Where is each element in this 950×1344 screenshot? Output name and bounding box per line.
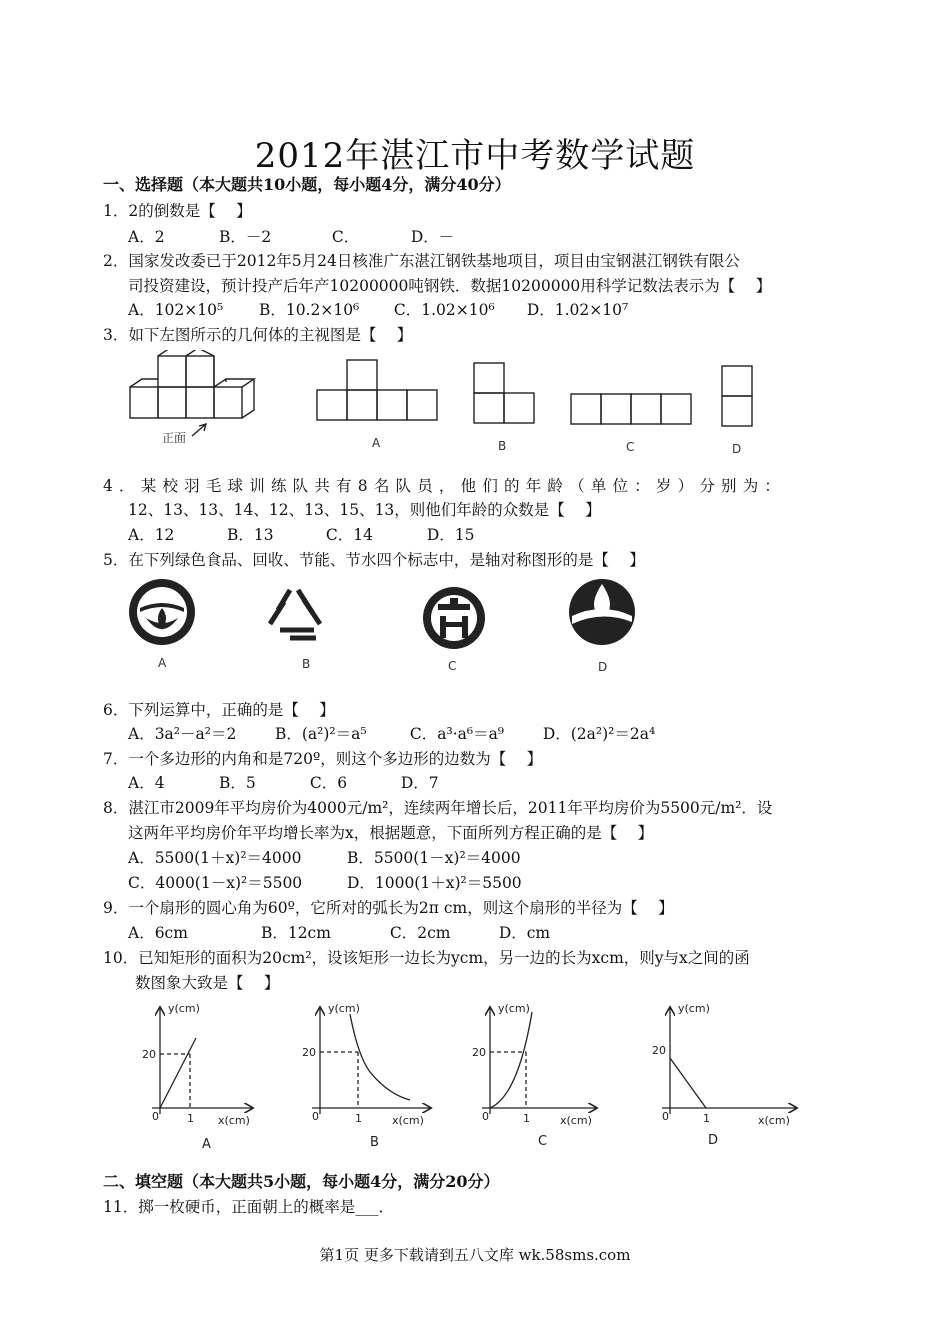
section-heading-2: 二、填空题（本大题共5小题，每小题4分，满分20分） [103, 1172, 500, 1191]
graph-b-origin: 0 [312, 1110, 319, 1123]
question-4-line1: 4．某校羽毛球训练队共有8名队员，他们的年龄（单位：岁）分别为： [103, 477, 787, 495]
green-food-logo-icon [129, 579, 195, 645]
option: C．1.02×10⁶ [393, 301, 495, 319]
question-6: 6．下列运算中，正确的是【 】 [103, 701, 335, 719]
question-2-options [128, 298, 628, 322]
question-1: 1．2的倒数是【 】 [103, 202, 252, 220]
graph-label-b: B [370, 1135, 379, 1150]
option: C．14 [325, 526, 373, 544]
graph-b-y-tick: 20 [302, 1046, 316, 1059]
option: C． [331, 228, 360, 246]
question-6-options [128, 722, 655, 746]
option: D．cm [498, 924, 551, 942]
graph-d-y-axis-label: y(cm) [678, 1002, 710, 1015]
section-heading-1: 一、选择题（本大题共10小题，每小题4分，满分40分） [103, 175, 511, 194]
label-d: D [732, 442, 742, 456]
option: D．1000(1＋x)²＝5500 [346, 874, 522, 892]
energy-saving-logo-icon [423, 587, 485, 649]
option: A．4 [128, 774, 165, 792]
question-10-line2: 数图象大致是【 】 [135, 974, 280, 992]
logo-label-a: A [158, 656, 167, 670]
question-4-options [128, 523, 474, 547]
graph-c-origin: 0 [482, 1110, 489, 1123]
question-10-line1: 10．已知矩形的面积为20cm²，设该矩形一边长为ycm，另一边的长为xcm，则y与x之间的函 [103, 949, 750, 967]
graph-label-a: A [202, 1137, 211, 1152]
option: D．7 [400, 774, 439, 792]
logos-figure [120, 572, 660, 680]
graph-c-x-axis-label: x(cm) [560, 1114, 592, 1127]
option: B．(a²)²＝a⁵ [274, 725, 367, 743]
graph-label-c: C [538, 1134, 548, 1149]
graph-c-y-axis-label: y(cm) [498, 1002, 530, 1015]
option: D．15 [426, 526, 475, 544]
graph-a-origin: 0 [152, 1110, 159, 1123]
front-label: 正面 [162, 431, 187, 445]
graph-b-x-axis-label: x(cm) [392, 1114, 424, 1127]
question-4-line2: 12、13、13、14、12、13、15、13，则他们年龄的众数是【 】 [128, 501, 601, 519]
option: C．6 [309, 774, 348, 792]
page-title: 2012年湛江市中考数学试题 [254, 136, 696, 176]
graph-d-y-tick: 20 [652, 1044, 666, 1057]
graph-a-x-tick: 1 [187, 1112, 194, 1125]
option: A．12 [128, 526, 175, 544]
option: B．5500(1－x)²＝4000 [346, 849, 521, 867]
logo-label-b: B [302, 657, 311, 671]
graph-c-y-tick: 20 [472, 1046, 486, 1059]
question-3: 3．如下左图所示的几何体的主视图是【 】 [103, 326, 413, 344]
question-11: 11．掷一枚硬币，正面朝上的概率是___． [103, 1198, 394, 1216]
graph-d-x-axis-label: x(cm) [758, 1114, 790, 1127]
question-9-options [128, 921, 550, 945]
recycle-logo-icon [270, 590, 320, 638]
graph-a-x-axis-label: x(cm) [218, 1114, 250, 1127]
option: B．－2 [218, 228, 272, 246]
graph-label-d: D [708, 1133, 719, 1148]
graph-b-y-axis-label: y(cm) [328, 1002, 360, 1015]
option: A．2 [128, 228, 165, 246]
option: B．5 [218, 774, 256, 792]
option: D．(2a²)²＝2a⁴ [542, 725, 656, 743]
logo-label-c: C [448, 659, 457, 673]
question-8-options-row2 [128, 871, 522, 895]
option: C．2cm [389, 924, 451, 942]
option: A．3a²－a²＝2 [128, 725, 237, 743]
graph-b-x-tick: 1 [355, 1112, 362, 1125]
graph-c-x-tick: 1 [523, 1112, 530, 1125]
question-8-line2: 这两年平均房价年平均增长率为x，根据题意，下面所列方程正确的是【 】 [128, 824, 654, 842]
front-view-figure [120, 350, 770, 462]
page-footer: 第1页 更多下载请到五八文库 wk.58sms.com [319, 1246, 631, 1264]
option: C．4000(1－x)²＝5500 [128, 874, 303, 892]
option: C．a³·a⁶＝a⁹ [409, 725, 505, 743]
graph-d-x-tick: 1 [703, 1112, 710, 1125]
question-1-options [128, 225, 454, 249]
label-b: B [498, 439, 507, 453]
option: A．102×10⁵ [128, 301, 224, 319]
question-5: 5．在下列绿色食品、回收、节能、节水四个标志中，是轴对称图形的是【 】 [103, 551, 645, 569]
option: B．10.2×10⁶ [258, 301, 360, 319]
question-7-options [128, 771, 439, 795]
graph-d-origin: 0 [662, 1110, 669, 1123]
question-8-options-row1 [128, 846, 521, 870]
graph-a-y-tick: 20 [142, 1048, 156, 1061]
option: A．5500(1＋x)²＝4000 [128, 849, 302, 867]
label-c: C [626, 440, 635, 454]
water-saving-logo-icon [569, 579, 635, 645]
option: B．13 [226, 526, 274, 544]
option: D．1.02×10⁷ [526, 301, 629, 319]
option: D．－ [410, 228, 455, 246]
question-2-line1: 2．国家发改委已于2012年5月24日核准广东湛江钢铁基地项目，项目由宝钢湛江钢铁有限公 [103, 252, 740, 270]
option: A．6cm [128, 924, 188, 942]
logo-label-d: D [598, 660, 608, 674]
label-a: A [372, 436, 381, 450]
question-2-line2: 司投资建设，预计投产后年产10200000吨钢铁．数据10200000用科学记数法表示为【 】 [128, 277, 772, 295]
function-graphs-figure [130, 996, 810, 1154]
question-8-line1: 8．湛江市2009年平均房价为4000元/m²，连续两年增长后，2011年平均房价为5500元/m²．设 [103, 799, 773, 817]
question-9: 9．一个扇形的圆心角为60º，它所对的弧长为2π cm，则这个扇形的半径为【 】 [103, 899, 674, 917]
question-7: 7．一个多边形的内角和是720º，则这个多边形的边数为【 】 [103, 750, 543, 768]
option: B．12cm [260, 924, 331, 942]
graph-a-y-axis-label: y(cm) [168, 1002, 200, 1015]
